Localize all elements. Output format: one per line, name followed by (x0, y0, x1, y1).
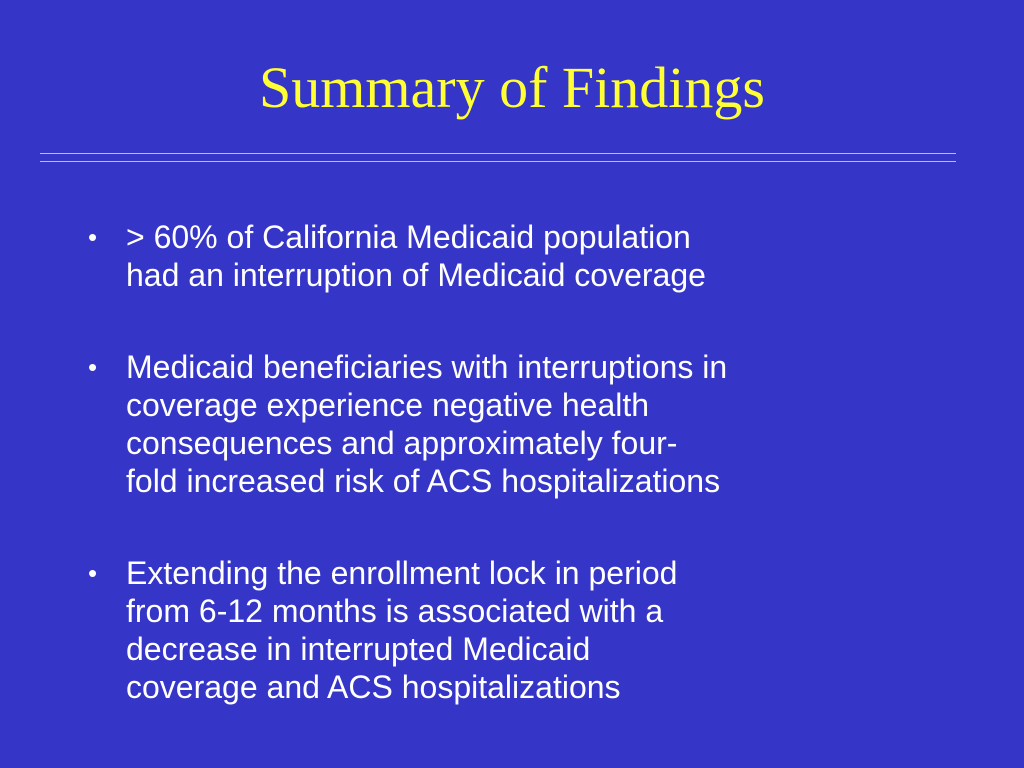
bullet-line: coverage experience negative health (126, 387, 650, 423)
bullet-line: coverage and ACS hospitalizations (126, 669, 621, 705)
bullet-line: fold increased risk of ACS hospitalizations (126, 463, 721, 499)
bullet-line: had an interruption of Medicaid coverage (126, 257, 706, 293)
bullet-text (126, 554, 908, 706)
bullet-text (126, 348, 908, 500)
bullet-list (88, 218, 908, 760)
bullet-dot-icon: • (88, 222, 98, 252)
bullet-item (88, 348, 908, 500)
bullet-item (88, 218, 908, 294)
slide-title: Summary of Findings (259, 55, 765, 120)
bullet-line: Extending the enrollment lock in period (126, 555, 678, 591)
title-divider-bottom (40, 161, 956, 162)
bullet-line: > 60% of California Medicaid population (126, 219, 691, 255)
bullet-line: Medicaid beneficiaries with interruptions in (126, 349, 728, 385)
bullet-dot-icon: • (88, 558, 98, 588)
bullet-text (126, 218, 908, 294)
bullet-line: from 6-12 months is associated with a (126, 593, 664, 629)
bullet-dot-icon: • (88, 352, 98, 382)
bullet-line: decrease in interrupted Medicaid (126, 631, 591, 667)
bullet-item (88, 554, 908, 706)
title-divider-top (40, 153, 956, 154)
bullet-line: consequences and approximately four- (126, 425, 678, 461)
